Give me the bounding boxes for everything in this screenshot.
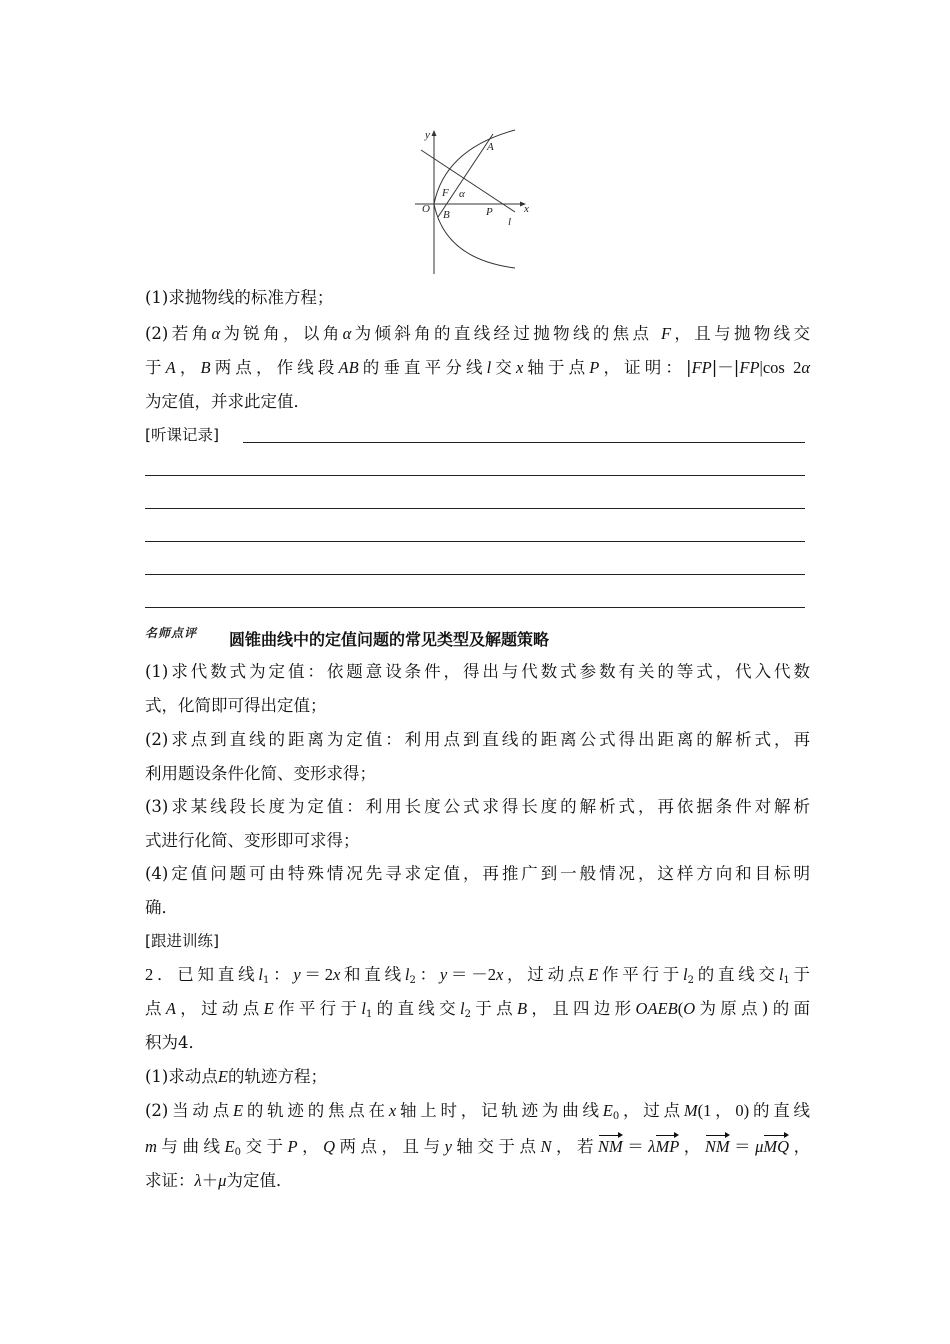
- notes-rule-3: [145, 508, 805, 509]
- notes-rule-5: [145, 574, 805, 575]
- comment-item-1-line2: 式，化简即可得出定值；: [145, 696, 327, 715]
- vector-MQ: MQ: [763, 1137, 790, 1156]
- vector-NM: NM: [598, 1137, 623, 1156]
- label-A: A: [487, 141, 494, 153]
- vector-NM-2: NM: [704, 1137, 730, 1156]
- comment-item-4-line2: 确．: [145, 898, 178, 917]
- label-l: l: [508, 216, 512, 228]
- comment-item-1-line1: (1)求代数式为定值：依题意设条件，得出与代数式参数有关的等式，代入代数: [145, 662, 810, 681]
- label-O: O: [422, 203, 430, 215]
- comment-item-2-line2: 利用题设条件化简、变形求得；: [145, 764, 376, 783]
- teacher-comment-badge: 名师点评: [145, 626, 198, 640]
- notes-rule-4: [145, 541, 805, 542]
- chord-AB: [438, 134, 493, 217]
- problem2-line2: 点A，过动点E作平行于$l_1$的直线交$l_2$于点B，且四边形OAEB(O为原点)的面: [145, 999, 811, 1020]
- notes-rule-1: [243, 442, 805, 443]
- comment-item-3-line2: 式进行化简、变形即可求得；: [145, 831, 360, 850]
- vector-MP: MP: [655, 1137, 680, 1156]
- parabola-figure: [405, 124, 540, 279]
- problem2-question2-line2: m与曲线$E_0$交于P，Q两点，且与y轴交于点N，若NM＝λMP，NM＝μMQ，: [145, 1137, 811, 1158]
- problem2-question2-line1: (2)当动点E的轨迹的焦点在x轴上时，记轨迹为曲线$E_0$，过点M(1，0)的直线: [145, 1101, 811, 1122]
- problem1-question1: (1)求抛物线的标准方程；: [145, 288, 334, 307]
- notes-label: [听课记录]: [145, 426, 220, 444]
- parabola-diagram: [405, 124, 540, 279]
- comment-item-2-line1: (2)求点到直线的距离为定值：利用点到直线的距离公式得出距离的解析式，再: [145, 730, 810, 749]
- problem2-question1: (1)求动点E的轨迹方程；: [145, 1067, 327, 1086]
- teacher-comment-title: 圆锥曲线中的定值问题的常见类型及解题策略: [229, 630, 550, 649]
- followup-label: [跟进训练]: [145, 932, 220, 950]
- label-x: x: [524, 203, 529, 215]
- notes-rule-6: [145, 607, 805, 608]
- y-axis-arrow: [432, 130, 437, 136]
- parabola-curve: [434, 130, 515, 268]
- notes-rule-2: [145, 475, 805, 476]
- problem1-question2-line1: (2)若角α为锐角，以角α为倾斜角的直线经过抛物线的焦点 F，且与抛物线交: [145, 324, 811, 343]
- problem2-question2-line3: 求证：λ＋μ为定值．: [145, 1171, 293, 1190]
- label-alpha: α: [459, 188, 465, 200]
- problem2-line3: 积为4．: [145, 1033, 205, 1052]
- bisector-l: [421, 150, 515, 212]
- problem2-line1: 2．已知直线$l_1$：y＝2x和直线$l_2$：y＝－2x，过动点E作平行于$l_2$的直线交$l_1$于: [145, 965, 811, 986]
- label-B: B: [443, 209, 450, 221]
- problem1-question2-line2: 于A，B两点，作线段AB的垂直平分线l交x轴于点P，证明：|FP|－|FP|cos 2α: [145, 358, 811, 377]
- comment-item-3-line1: (3)求某线段长度为定值：利用长度公式求得长度的解析式，再依据条件对解析: [145, 797, 810, 816]
- label-F: F: [442, 187, 449, 199]
- label-y: y: [425, 129, 430, 141]
- label-P: P: [486, 206, 493, 218]
- problem1-question2-line3: 为定值，并求此定值．: [145, 392, 310, 411]
- comment-item-4-line1: (4)定值问题可由特殊情况先寻求定值，再推广到一般情况，这样方向和目标明: [145, 864, 810, 883]
